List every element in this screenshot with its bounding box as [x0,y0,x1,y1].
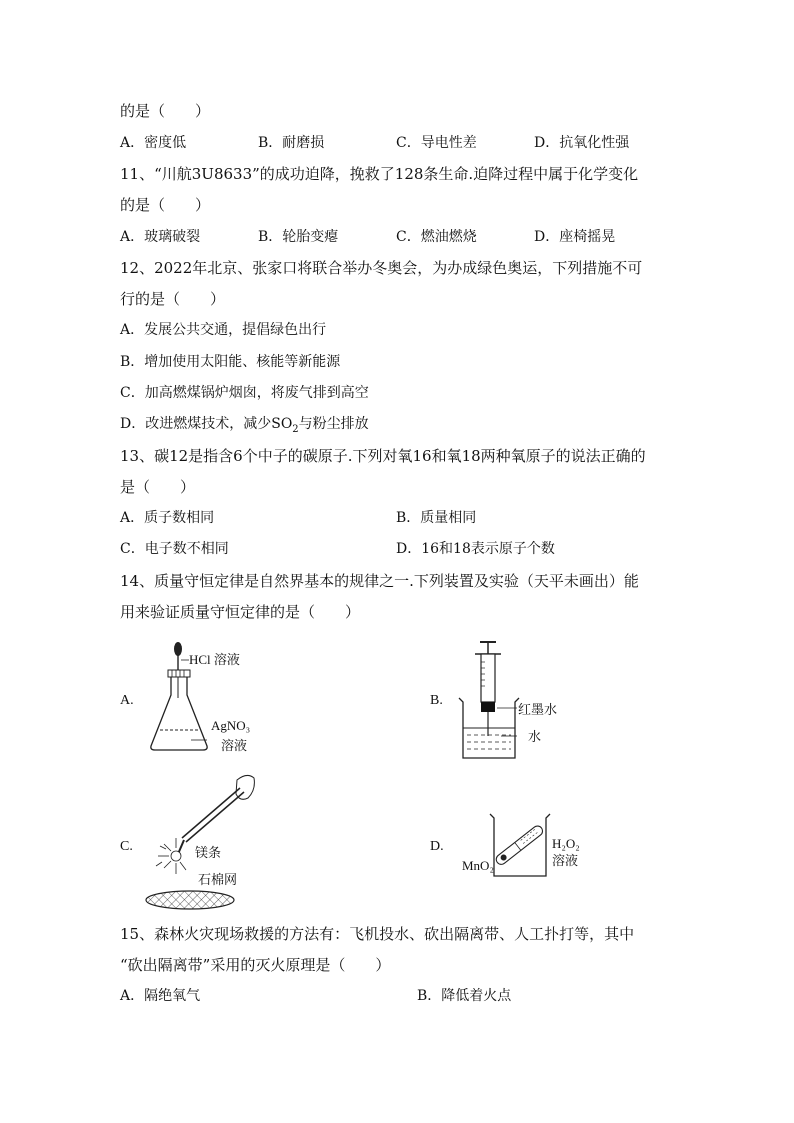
q11-option-d[interactable]: D．座椅摇晃 [534,229,616,245]
magnesium-burning-figure [142,772,262,912]
figure-c-labels [195,843,255,889]
q14-stem-line2: 用来验证质量守恒定律的是（ ） [120,603,361,621]
figure-d-labels [462,830,592,880]
q11-option-a[interactable]: A．玻璃破裂 [120,229,201,245]
q15-option-b[interactable]: B．降低着火点 [417,988,512,1004]
figure-c-letter[interactable]: C. [120,839,133,854]
flask-label-1: AgNO₃ [211,718,251,733]
q12-option-d-pre: D．改进燃煤技术，减少SO [120,416,293,432]
flask-label-2: 溶液 [221,738,248,753]
water-label: 水 [528,729,542,744]
q11-option-c[interactable]: C．燃油燃烧 [396,229,477,245]
mno2-label: MnO₂ [462,858,494,873]
q11-option-b[interactable]: B．轮胎变瘪 [258,229,339,245]
h2o2-solution-label: 溶液 [552,853,579,868]
q12-option-d-post: 与粉尘排放 [298,416,369,432]
figure-a-labels [189,650,269,760]
q10-option-a[interactable]: A．密度低 [120,135,187,151]
q13-option-c[interactable]: C．电子数不相同 [120,541,229,557]
q13-stem-line2: 是（ ） [120,478,196,496]
dropper-bulb [174,642,182,656]
figure-b-labels [518,700,578,750]
q10-tail: 的是（ ） [120,102,211,120]
q12-stem-line2: 行的是（ ） [120,290,226,308]
q11-stem-line1: 11、“川航3U8633”的成功迫降，挽救了128条生命.迫降过程中属于化学变化 [120,165,639,183]
q14-stem-line1: 14、质量守恒定律是自然界基本的规律之一.下列装置及实验（天平未画出）能 [120,572,639,590]
figure-d-letter[interactable]: D. [430,839,444,854]
red-ink-label: 红墨水 [518,702,558,717]
asbestos-mesh [146,891,234,909]
q12-stem-line1: 12、2022年北京、张家口将联合举办冬奥会，为办成绿色奥运，下列措施不可 [120,259,643,277]
q13-option-d[interactable]: D．16和18表示原子个数 [396,541,555,557]
q15-stem-line1: 15、森林火灾现场救援的方法有：飞机投水、砍出隔离带、人工扑打等，其中 [120,925,635,943]
flask-stopper [168,670,190,677]
crucible-tongs [182,788,240,838]
syringe-barrel [481,654,495,702]
mesh-label: 石棉网 [198,872,238,887]
h2o2-label: H₂O₂ [552,836,580,851]
q10-option-d[interactable]: D．抗氧化性强 [534,135,630,151]
q12-option-d-sub: 2 [292,423,299,435]
q10-option-c[interactable]: C．导电性差 [396,135,477,151]
magnesium-label: 镁条 [195,845,222,860]
q11-stem-line2: 的是（ ） [120,196,211,214]
figure-b-letter[interactable]: B. [430,693,443,708]
q12-option-d[interactable] [120,414,369,434]
flame-icon [171,851,181,861]
q10-option-b[interactable]: B．耐磨损 [258,135,325,151]
q15-option-a[interactable]: A．隔绝氧气 [120,988,201,1004]
q15-stem-line2: “砍出隔离带”采用的灭火原理是（ ） [120,956,391,974]
red-ink-plug [481,702,495,712]
q13-option-a[interactable]: A．质子数相同 [120,510,215,526]
q13-option-b[interactable]: B．质量相同 [396,510,477,526]
q12-option-b[interactable]: B．增加使用太阳能、核能等新能源 [120,354,341,370]
q13-stem-line1: 13、碳12是指含6个中子的碳原子.下列对氧16和氧18两种氧原子的说法正确的 [120,447,646,465]
q12-option-a[interactable]: A．发展公共交通，提倡绿色出行 [120,322,327,338]
dropper-label: HCl 溶液 [189,652,240,667]
q12-option-c[interactable]: C．加高燃煤锅炉烟囱，将废气排到高空 [120,385,369,401]
figure-a-letter[interactable]: A. [120,693,134,708]
